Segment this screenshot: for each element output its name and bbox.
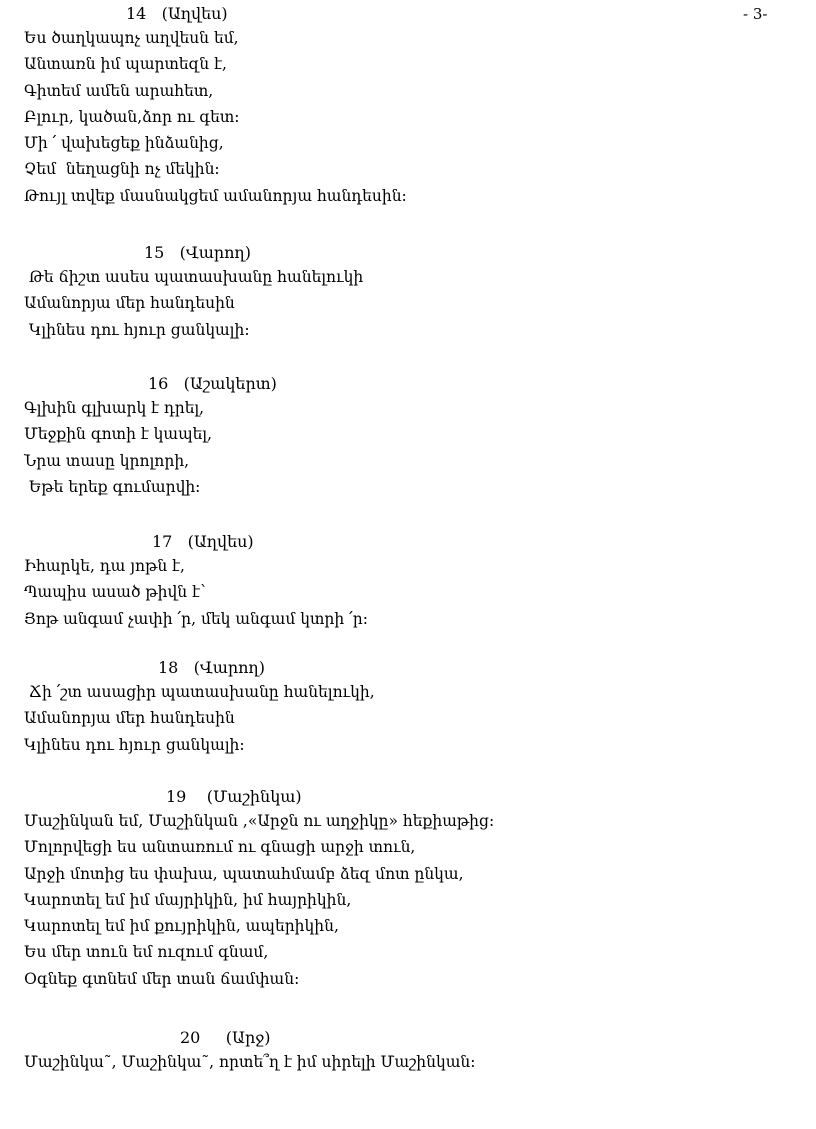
stanza-heading: 18 (Վարող) [158,658,265,677]
stanza-heading: 17 (Աղվես) [152,532,254,551]
stanza-line: Մի ՛ վախեցեք ինձանից, [24,134,224,153]
stanza-line: Բլուր, կածան,ձոր ու գետ: [24,107,240,126]
stanza-line: Պապիս ասած թիվն է` [24,583,208,602]
stanza-17 [24,532,794,635]
page-number: - 3- [743,5,768,23]
stanza-20 [24,1028,794,1078]
stanza-16 [24,374,794,503]
stanza-line: Կլինես դու հյուր ցանկալի: [24,320,250,339]
stanza-14 [24,4,794,212]
stanza-line: Մոլորվեցի ես անտառում ու գնացի արջի տուն, [24,838,416,857]
stanza-line: Չեմ նեղացնի ոչ մեկին: [24,160,220,179]
stanza-line: Օգնեք գտնեմ մեր տան ճամփան: [24,969,300,988]
stanza-line: Ճի ՛շտ ասացիր պատասխանը հանելուկի, [24,683,375,701]
stanza-heading: 15 (Վարող) [144,243,251,262]
stanza-line: Կարոտել եմ իմ մայրիկին, իմ հայրիկին, [24,890,352,909]
stanza-line: Գիտեմ ամեն արահետ, [24,81,214,100]
stanza-line: Մեջքին գոտի է կապել, [24,425,213,444]
stanza-line: Մաշինկան եմ, Մաշինկան ,«Արջն ու աղջիկը» հեքիաթից: [24,812,495,830]
stanza-heading: 20 (Արջ) [180,1028,271,1047]
stanza-line: Գլխին գլխարկ է դրել, [24,399,205,417]
stanza-line: Ես ծաղկապոչ աղվեսն եմ, [24,29,239,47]
stanza-line: Ամանորյա մեր հանդեսին [24,709,235,728]
stanza-line: Նրա տասը կրոլորի, [24,451,190,470]
stanza-line: Արջի մոտից ես փախա, պատահմամբ ձեզ մոտ ընկա, [24,864,464,883]
stanza-line: Յոթ անգամ չափի ՛ր, մեկ անգամ կտրի ՛ր: [24,609,368,628]
stanza-heading: 19 (Մաշինկա) [166,787,302,806]
stanza-15 [24,243,794,346]
stanza-line: Մաշինկա˜, Մաշինկա˜, որտե՞ղ է իմ սիրելի Մաշինկան: [24,1053,476,1071]
stanza-18 [24,658,794,761]
stanza-line: Թե ճիշտ ասես պատասխանը հանելուկի [24,268,364,286]
stanza-line: Իհարկե, դա յոթն է, [24,557,185,575]
stanza-19 [24,787,794,995]
stanza-line: Կլինես դու հյուր ցանկալի: [24,735,245,754]
stanza-line: Ամանորյա մեր հանդեսին [24,294,235,313]
stanza-line: Եթե երեք գումարվի: [24,477,201,496]
stanza-heading: 16 (Աշակերտ) [148,374,277,393]
stanza-line: Թույլ տվեք մասնակցեմ ամանորյա հանդեսին: [24,186,407,205]
stanza-heading: 14 (Աղվես) [126,4,228,23]
stanza-line: Անտառն իմ պարտեզն է, [24,55,227,74]
stanza-line: Կարոտել եմ իմ քույրիկին, ապերիկին, [24,917,339,936]
stanza-line: Ես մեր տուն եմ ուզում գնամ, [24,943,269,962]
